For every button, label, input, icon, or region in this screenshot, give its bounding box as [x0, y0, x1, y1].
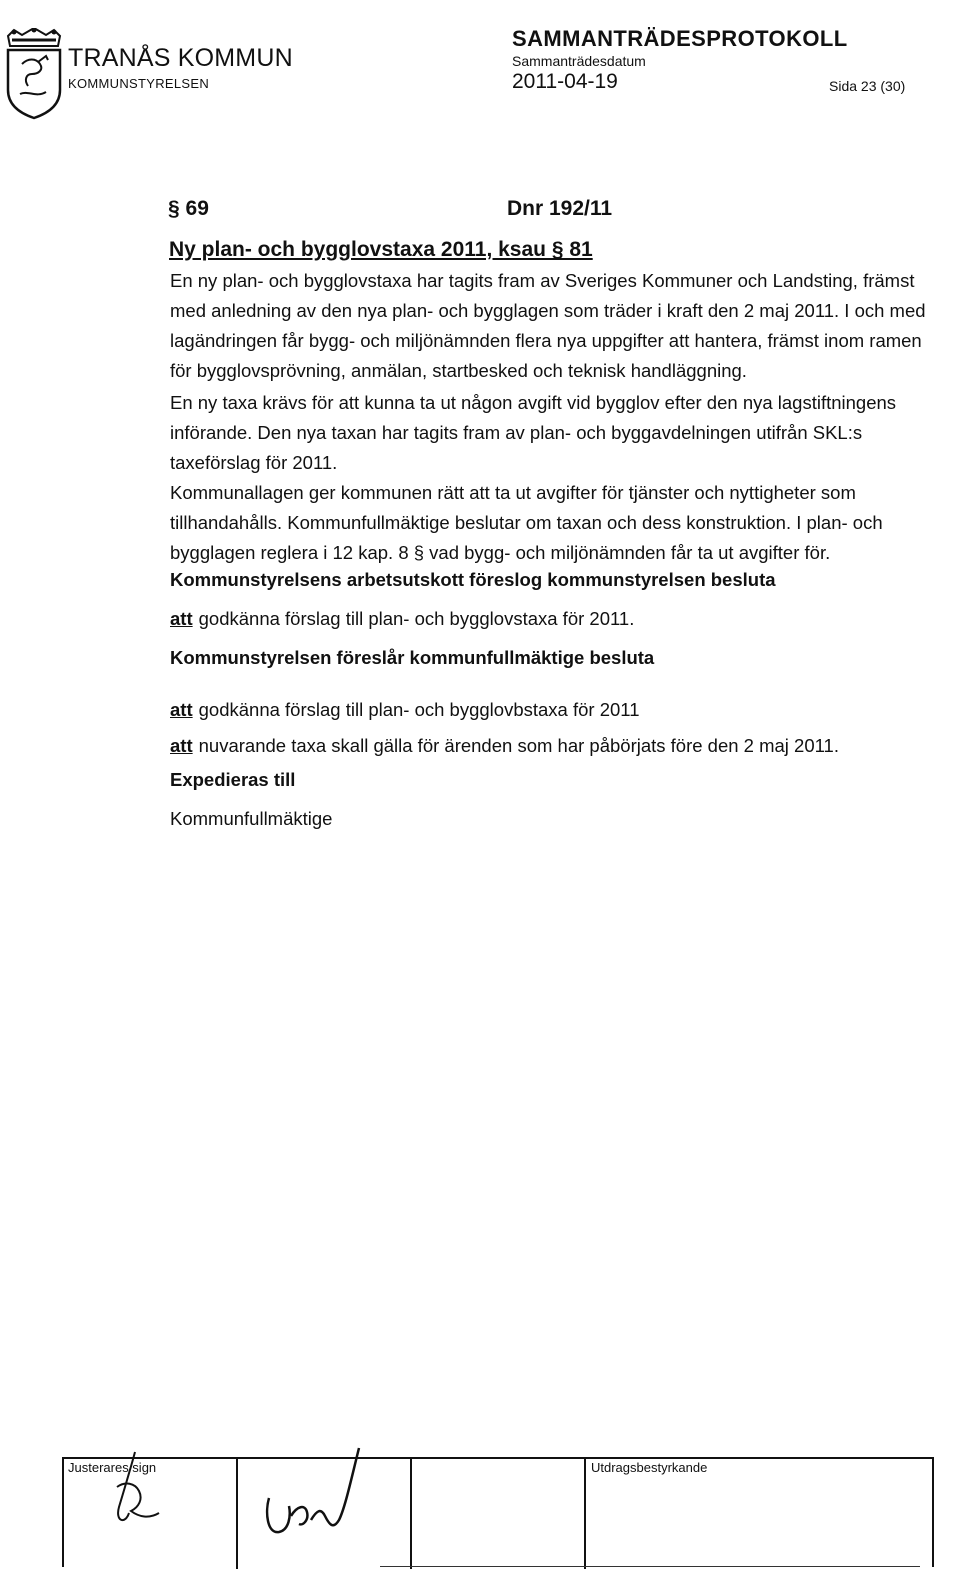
att-marker: att [170, 699, 193, 720]
section-title: Ny plan- och bygglovstaxa 2011, ksau § 81 [169, 238, 593, 261]
decision-text: godkänna förslag till plan- och bygglovstaxa för 2011. [198, 608, 635, 629]
decision-text: godkänna förslag till plan- och bygglovbstaxa för 2011 [198, 699, 640, 720]
meeting-date: 2011-04-19 [512, 70, 618, 93]
signature-box [62, 1457, 934, 1567]
section-number: § 69 [168, 197, 209, 220]
extract-certification-label: Utdragsbestyrkande [591, 1460, 708, 1475]
handwritten-signature-icon [255, 1440, 385, 1560]
body-paragraph: En ny taxa krävs för att kunna ta ut någon avgift vid bygglov efter den nya lagstiftningens införande. Den nya taxan har tagits fram av plan- och byggavdelningen utifrån SKL:s taxeförslag för 2011. [170, 392, 897, 473]
proposal-heading: Kommunstyrelsen föreslår kommunfullmäktige besluta [170, 647, 655, 668]
adjuster-sign-label: Justerares sign [68, 1460, 157, 1475]
decision-item [170, 731, 930, 761]
decision-text: nuvarande taxa skall gälla för ärenden som har påbörjats före den 2 maj 2011. [198, 735, 839, 756]
signature-divider [410, 1459, 412, 1569]
att-marker: att [170, 735, 193, 756]
decision-item [170, 695, 930, 725]
distribution-heading: Expedieras till [170, 769, 296, 790]
coat-of-arms-icon [2, 28, 66, 120]
body-paragraph: En ny plan- och bygglovstaxa har tagits fram av Sveriges Kommuner och Landsting, främst med anledning av den nya plan- och bygglagen som träder i kraft den 2 maj 2011. I och med lagändringen får bygg- och miljönämnden flera nya uppgifter att hantera, främst inom ramen för bygglovsprövning, anmälan, startbesked och teknisk handläggning. [170, 270, 926, 381]
handwritten-signature-icon [95, 1447, 185, 1567]
document-type: SAMMANTRÄDESPROTOKOLL [512, 26, 848, 51]
body-paragraph: Kommunallagen ger kommunen rätt att ta ut avgifter för tjänster och nyttigheter som tillhandahålls. Kommunfullmäktige beslutar om taxan och dess konstruktion. I plan- och bygglagen reglera i 12 kap. 8 § vad bygg- och miljönämnden får ta ut avgifter för. [170, 482, 883, 563]
distribution-recipient: Kommunfullmäktige [170, 808, 333, 829]
organization-name: TRANÅS KOMMUN [68, 44, 293, 72]
signature-divider [584, 1459, 586, 1569]
att-marker: att [170, 608, 193, 629]
proposal-heading: Kommunstyrelsens arbetsutskott föreslog kommunstyrelsen besluta [170, 569, 776, 590]
meeting-date-label: Sammanträdesdatum [512, 53, 646, 69]
diary-number: Dnr 192/11 [507, 197, 613, 220]
decision-item [170, 604, 930, 634]
page-number: Sida 23 (30) [829, 78, 906, 94]
signature-divider [236, 1459, 238, 1569]
organization-department: KOMMUNSTYRELSEN [68, 76, 210, 91]
